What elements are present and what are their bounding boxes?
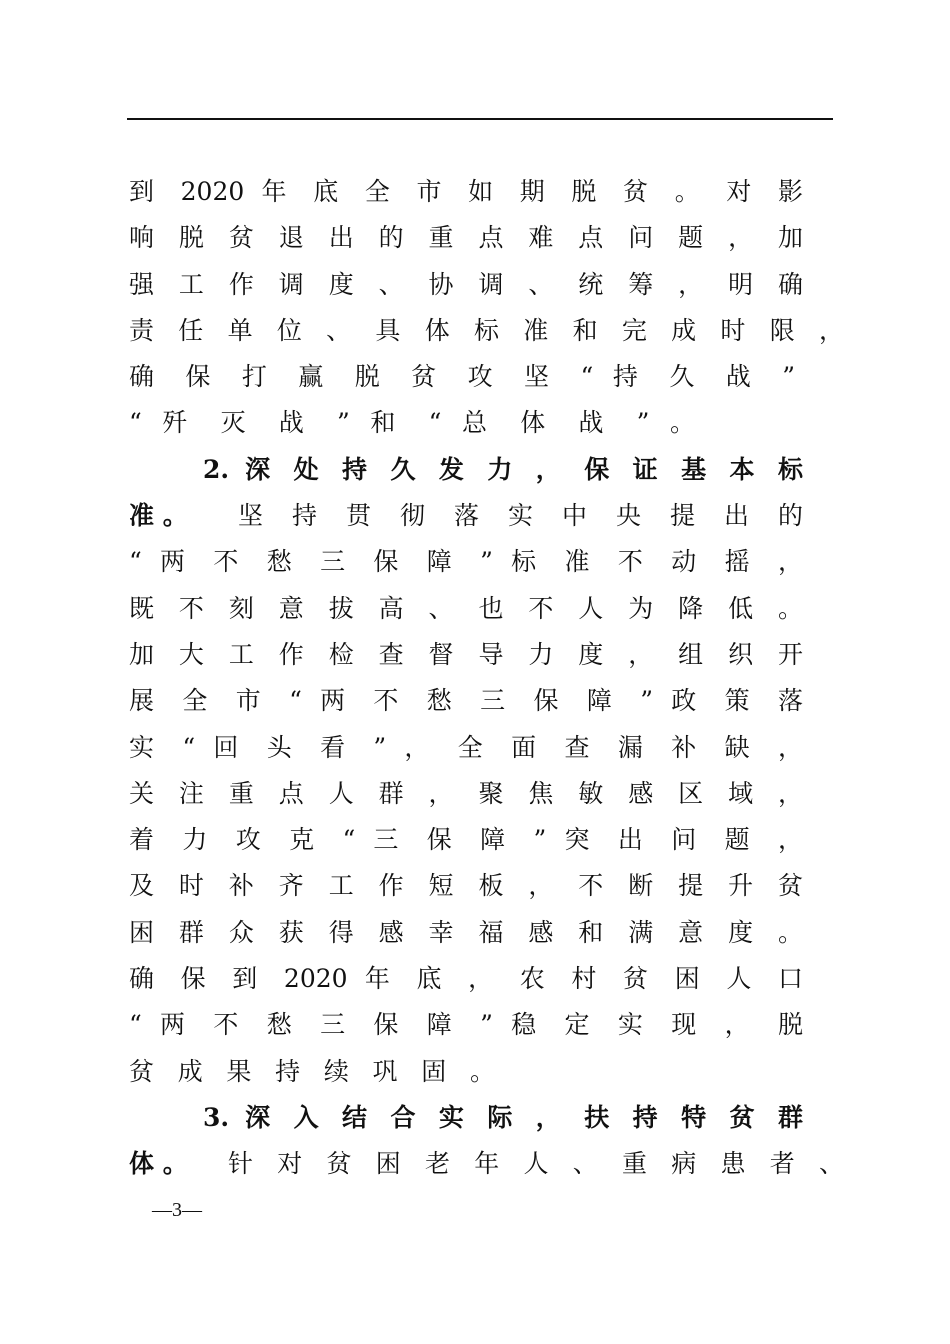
section-heading-3: 3. 深 入 结 合 实 际 ， 扶 持 特 贫 群	[203, 1102, 803, 1132]
heading-line	[0, 447, 950, 493]
text-line	[0, 956, 950, 1002]
text-line	[0, 493, 950, 539]
text-line-content: 既 不 刻 意 拔 高 、 也 不 人 为 降 低 。	[129, 593, 803, 623]
section-heading-3-end: 体 。	[129, 1149, 188, 1179]
text-line-content: 贫 成 果 持 续 巩 固 。	[129, 1056, 495, 1086]
text-line-content: 强 工 作 调 度 、 协 调 、 统 筹 ， 明 确	[129, 269, 803, 299]
text-line	[0, 215, 950, 261]
text-line	[0, 678, 950, 724]
text-line-content: 实 “ 回 头 看 ” ， 全 面 查 漏 补 缺 ，	[129, 732, 803, 762]
text-line-content: 困 群 众 获 得 感 幸 福 感 和 满 意 度 。	[129, 917, 803, 947]
text-line-content: 关 注 重 点 人 群 ， 聚 焦 敏 感 区 域 ，	[129, 778, 803, 808]
text-line-content: “ 两 不 愁 三 保 障 ” 标 准 不 动 摇 ，	[129, 547, 803, 577]
text-line	[0, 400, 950, 446]
text-line	[0, 1141, 950, 1187]
page-number: —3—	[152, 1199, 202, 1221]
text-line	[0, 262, 950, 308]
section-heading-2: 2. 深 处 持 久 发 力 ， 保 证 基 本 标	[203, 454, 803, 484]
text-line-content: 到 2020 年 底 全 市 如 期 脱 贫 。 对 影	[129, 177, 803, 206]
text-line	[0, 771, 950, 817]
text-line-content: 坚 持 贯 彻 落 实 中 央 提 出 的	[238, 501, 803, 531]
text-line	[0, 1049, 950, 1095]
text-line-content: “ 歼 灭 战 ” 和 “ 总 体 战 ” 。	[129, 408, 695, 438]
text-line	[0, 169, 950, 215]
text-line-content: “ 两 不 愁 三 保 障 ” 稳 定 实 现 ， 脱	[129, 1010, 803, 1040]
text-line-content: 确 保 到 2020 年 底 ， 农 村 贫 困 人 口	[129, 964, 803, 994]
text-line	[0, 308, 950, 354]
text-line	[0, 586, 950, 632]
text-line	[0, 539, 950, 585]
body-text	[0, 169, 950, 1188]
heading-line	[0, 1095, 950, 1141]
text-line	[0, 817, 950, 863]
text-line	[0, 863, 950, 909]
text-line-content: 展 全 市 “ 两 不 愁 三 保 障 ” 政 策 落	[129, 686, 803, 716]
text-line	[0, 910, 950, 956]
text-line-content: 及 时 补 齐 工 作 短 板 ， 不 断 提 升 贫	[129, 871, 803, 901]
text-line-content: 针 对 贫 困 老 年 人 、 重 病 患 者 、	[228, 1149, 844, 1179]
text-line-content: 加 大 工 作 检 查 督 导 力 度 ， 组 织 开	[129, 639, 803, 669]
text-line	[0, 725, 950, 771]
text-line-content: 响 脱 贫 退 出 的 重 点 难 点 问 题 ， 加	[129, 223, 803, 253]
header-rule	[127, 118, 833, 120]
text-line-content: 确 保 打 赢 脱 贫 攻 坚 “ 持 久 战 ”	[129, 362, 795, 392]
section-heading-2-end: 准 。	[129, 501, 188, 531]
text-line-content: 责 任 单 位 、 具 体 标 准 和 完 成 时 限 ，	[129, 315, 844, 345]
text-line	[0, 632, 950, 678]
text-line-content: 着 力 攻 克 “ 三 保 障 ” 突 出 问 题 ，	[129, 825, 803, 855]
text-line	[0, 1002, 950, 1048]
text-line	[0, 354, 950, 400]
